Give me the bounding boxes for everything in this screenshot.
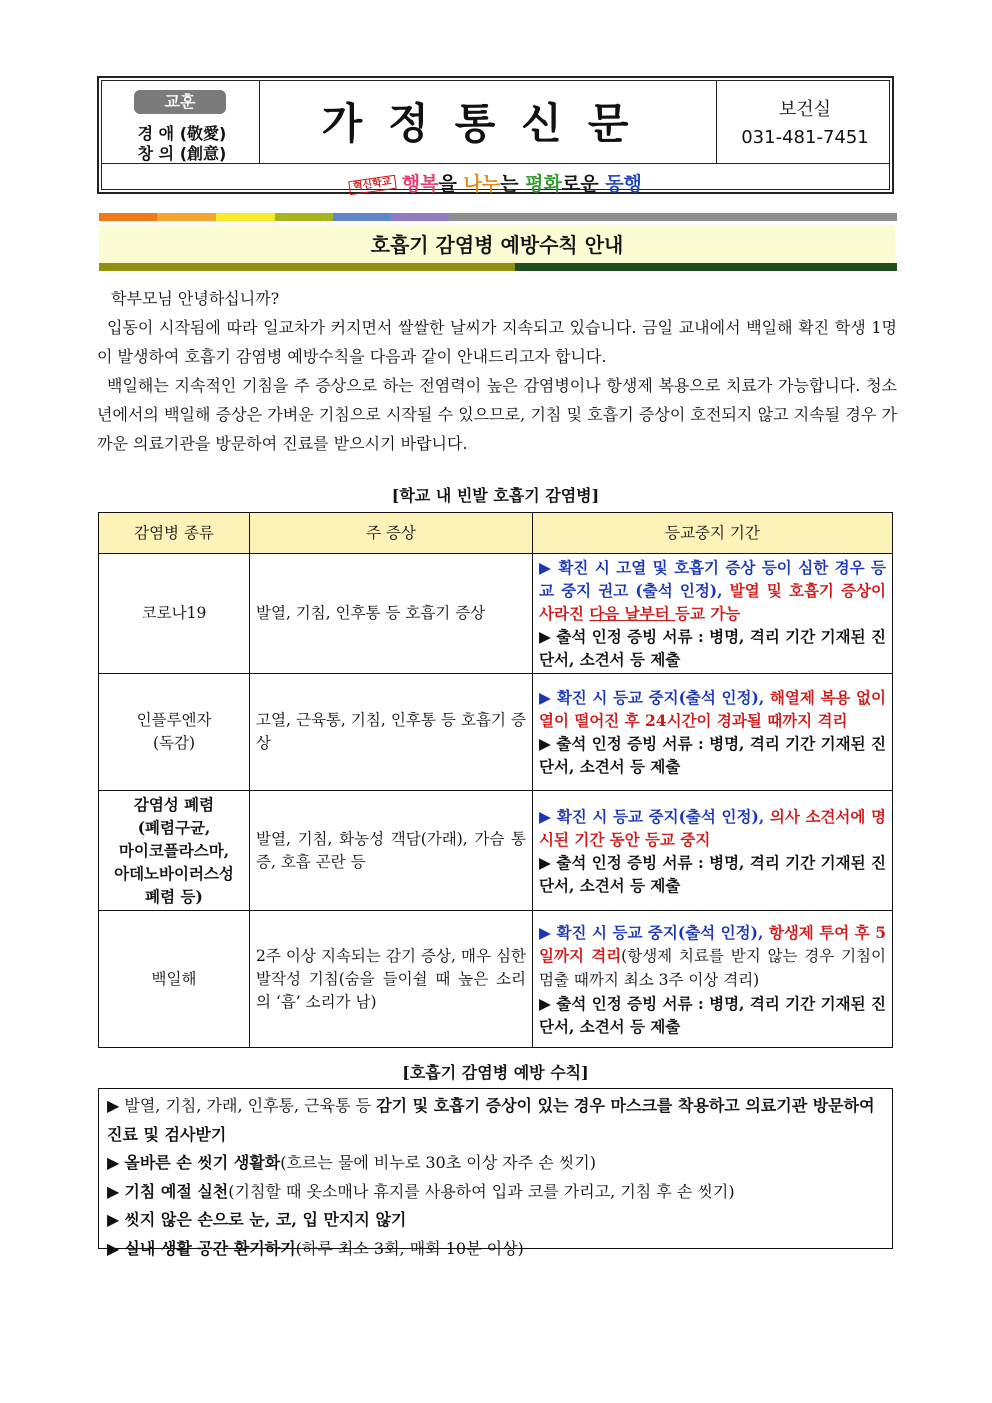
disease-name: 백일해 (99, 911, 250, 1048)
rule-emphasis: 올바른 손 씻기 생활화 (124, 1153, 281, 1172)
exclusion-text: ▶ 확진 시 등교 중지(출석 인정), (539, 688, 770, 707)
column-header: 주 증상 (250, 513, 533, 554)
rule-item (107, 1092, 884, 1149)
slogan-word: 행복 (401, 173, 439, 195)
symptoms-cell: 발열, 기침, 인후통 등 호흡기 증상 (250, 554, 533, 674)
rule-text: ▶ (107, 1181, 125, 1201)
disease-name-line: (독감) (152, 734, 196, 752)
intro-paragraph: 백일해는 지속적인 기침을 주 증상으로 하는 전염력이 높은 감염병이나 항생제 복용으로 치료가 가능합니다. 청소년에서의 백일해 증상은 가벼운 기침으로 시작될 수 있으므로, 기침 및 호흡기 증상이 호전되지 않고 지속될 경우 가까운 의료기관을 방문하여 진료를 받으시기 바랍니다. (97, 376, 897, 453)
table-title: [학교 내 빈발 호흡기 감염병] (391, 486, 600, 505)
slogan-word: 로운 (561, 173, 606, 195)
rule-emphasis: 감기 및 호흡기 증상이 있는 경우 마스크를 착용하고 의료기관 방문하여 진료 및 검사받기 (107, 1096, 875, 1144)
greeting: 학부모님 안녕하십니까? (111, 289, 280, 308)
color-bar-top (99, 213, 897, 221)
exclusion-cell (533, 674, 893, 791)
exclusion-text: 등교 가능 (675, 604, 741, 623)
disease-name (99, 791, 250, 911)
disease-name-line: 아데노바이러스성 (114, 864, 234, 883)
motto-line: 창 의 (創意) (137, 144, 227, 163)
rule-emphasis: 씻지 않은 손으로 눈, 코, 입 만지지 않기 (124, 1210, 407, 1229)
exclusion-text: ▶ 확진 시 등교 중지(출석 인정), (539, 806, 770, 826)
exclusion-cell (533, 911, 893, 1048)
column-header: 감염병 종류 (99, 513, 250, 554)
disease-name (99, 674, 250, 791)
disease-name-line: 폐렴 등) (145, 887, 203, 906)
innovation-school-stamp: 혁신학교 (348, 174, 396, 194)
prevention-rules (98, 1088, 893, 1258)
intro-paragraph: 입동이 시작됨에 따라 일교차가 커지면서 쌀쌀한 날씨가 지속되고 있습니다. 금일 교내에서 백일해 확진 학생 1명이 발생하여 호흡기 감염병 예방수칙을 다음과 같이 안내드리고자 합니다. (97, 318, 897, 366)
slogan-word: 평화 (525, 173, 562, 195)
table-row (99, 674, 893, 791)
exclusion-text: 항생제 투여 후 5일까지 격리 (539, 922, 886, 965)
color-bar-bottom (99, 263, 897, 271)
office-phone: 031-481-7451 (741, 127, 869, 148)
notice-subtitle: 호흡기 감염병 예방수칙 안내 (99, 225, 895, 265)
rules-title: [호흡기 감염병 예방 수칙] (402, 1063, 589, 1082)
header-divider (716, 81, 717, 163)
table-row (99, 791, 893, 911)
exclusion-text: 해열제 복용 없이 열이 떨어진 후 24시간이 경과될 때까지 격리 (539, 688, 886, 730)
rule-text: (흐르는 물에 비누로 30초 이상 자주 손 씻기) (280, 1153, 596, 1172)
slogan-word: 을 (438, 173, 464, 195)
rule-text: (기침할 때 옷소매나 휴지를 사용하여 입과 코를 가리고, 기침 후 손 씻기) (228, 1181, 735, 1201)
exclusion-text: 다음 날부터 (589, 604, 675, 623)
table-row (99, 911, 893, 1048)
exclusion-text: 발열 및 호흡기 증상이 사라진 (539, 581, 886, 623)
exclusion-text: (항생제 치료를 받지 않는 경우 기침이 멈출 때까지 최소 3주 이상 격리) (539, 946, 886, 989)
exclusion-text: ▶ 확진 시 등교 중지(출석 인정), (539, 922, 769, 942)
proof-text: ▶ 출석 인정 증빙 서류 : 병명, 격리 기간 기재된 진단서, 소견서 등 제출 (539, 993, 886, 1036)
rule-emphasis: 기침 예절 실천 (124, 1181, 229, 1201)
rule-text: ▶ 발열, 기침, 가래, 인후통, 근육통 등 (107, 1096, 377, 1115)
proof-text: ▶ 출석 인정 증빙 서류 : 병명, 격리 기간 기재된 진단서, 소견서 등 제출 (539, 627, 886, 669)
disease-name-line: (폐렴구균, (137, 818, 211, 837)
symptoms-cell: 고열, 근육통, 기침, 인후통 등 호흡기 증상 (250, 674, 533, 791)
slogan-word: 는 (500, 173, 526, 195)
office-name: 보건실 (778, 99, 832, 120)
disease-table (98, 512, 893, 1048)
symptoms-cell: 2주 이상 지속되는 감기 증상, 매우 심한 발작성 기침(숨을 들이쉴 때 높은 소리의 ‘흡’ 소리가 남) (250, 911, 533, 1048)
exclusion-cell (533, 791, 893, 911)
rule-text: (하루 최소 3회, 매회 10분 이상) (295, 1238, 524, 1258)
rule-text: ▶ (107, 1153, 125, 1172)
rule-item (107, 1178, 884, 1207)
letter-header (97, 76, 894, 194)
slogan-word: 동행 (605, 173, 642, 195)
table-header-row (99, 513, 893, 554)
proof-text: ▶ 출석 인정 증빙 서류 : 병명, 격리 기간 기재된 진단서, 소견서 등 제출 (539, 734, 886, 776)
page-title: 가정통신문 (321, 99, 655, 148)
rule-text: ▶ (107, 1210, 125, 1229)
disease-name-line: 인플루엔자 (136, 711, 212, 729)
motto-badge: 교훈 (134, 90, 226, 114)
disease-name-line: 감염성 폐렴 (133, 795, 215, 814)
table-row (99, 554, 893, 674)
slogan-word: 나누 (463, 173, 501, 195)
column-header: 등교중지 기간 (533, 513, 893, 554)
exclusion-text: ▶ 확진 시 고열 및 호흡기 증상 등이 심한 경우 등교 중지 권고 (출석 인정), (539, 558, 886, 600)
exclusion-cell (533, 554, 893, 674)
exclusion-text: 의사 소견서에 명시된 기간 동안 등교 중지 (539, 806, 886, 849)
disease-name: 코로나19 (99, 554, 250, 674)
rule-emphasis: 실내 생활 공간 환기하기 (124, 1238, 296, 1258)
school-slogan (102, 169, 889, 196)
proof-text: ▶ 출석 인정 증빙 서류 : 병명, 격리 기간 기재된 진단서, 소견서 등 제출 (539, 852, 886, 895)
rule-item (107, 1149, 884, 1178)
disease-name-line: 마이코플라스마, (118, 841, 230, 860)
rule-item (107, 1206, 884, 1235)
motto-line: 경 애 (敬愛) (137, 124, 227, 143)
rule-item (107, 1235, 884, 1264)
rule-text: ▶ (107, 1238, 125, 1258)
symptoms-cell: 발열, 기침, 화농성 객담(가래), 가슴 통증, 호흡 곤란 등 (250, 791, 533, 911)
